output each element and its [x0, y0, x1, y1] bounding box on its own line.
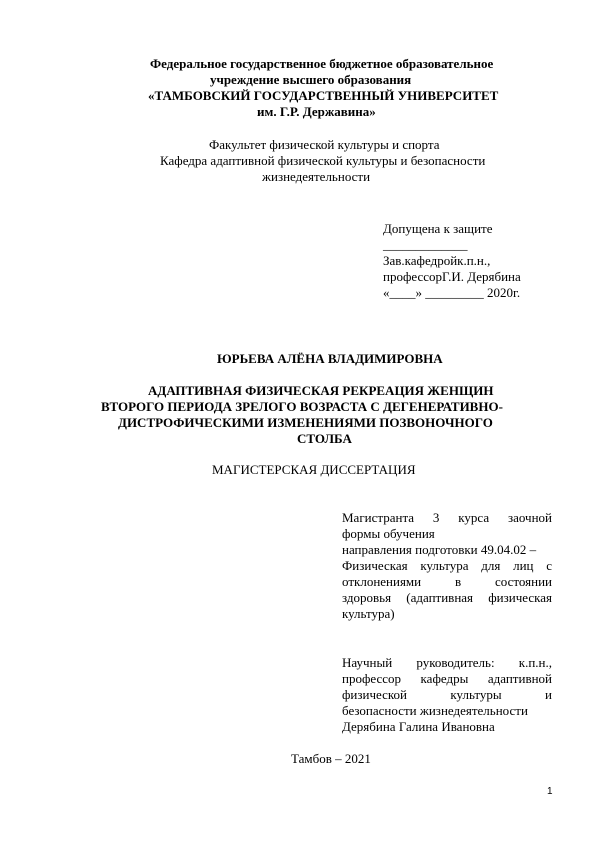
approval-signature-line: _____________: [383, 237, 468, 252]
work-type: МАГИСТЕРСКАЯ ДИССЕРТАЦИЯ: [212, 462, 416, 477]
city-year: Тамбов – 2021: [291, 751, 371, 766]
supervisor-line1: Научный руководитель: к.п.н.,: [342, 655, 552, 670]
approval-head-name: профессорГ.И. Дерябина: [383, 269, 521, 284]
student-line2: формы обучения: [342, 526, 435, 541]
supervisor-line4: безопасности жизнедеятельности: [342, 703, 528, 718]
page-number: 1: [547, 786, 553, 797]
faculty-name: Факультет физической культуры и спорта: [209, 137, 440, 152]
approval-date: «____» _________ 2020г.: [383, 285, 521, 300]
student-line6: здоровья (адаптивная физическая: [342, 590, 552, 605]
thesis-title-line2: ВТОРОГО ПЕРИОДА ЗРЕЛОГО ВОЗРАСТА С ДЕГЕНЕРАТИВНО-: [101, 399, 503, 414]
supervisor-line2: профессор кафедры адаптивной: [342, 671, 552, 686]
student-line5: отклонениями в состоянии: [342, 574, 552, 589]
approval-label: Допущена к защите: [383, 221, 493, 236]
thesis-title-line4: СТОЛБА: [297, 431, 352, 446]
thesis-title-line3: ДИСТРОФИЧЕСКИМИ ИЗМЕНЕНИЯМИ ПОЗВОНОЧНОГО: [118, 415, 493, 430]
university-name-suffix: им. Г.Р. Державина»: [257, 104, 376, 119]
department-name-cont: жизнедеятельности: [262, 169, 371, 184]
university-name: «ТАМБОВСКИЙ ГОСУДАРСТВЕННЫЙ УНИВЕРСИТЕТ: [148, 88, 499, 103]
thesis-title-line1: АДАПТИВНАЯ ФИЗИЧЕСКАЯ РЕКРЕАЦИЯ ЖЕНЩИН: [148, 383, 494, 398]
university-header-line2: учреждение высшего образования: [210, 72, 412, 87]
student-line1: Магистранта 3 курса заочной: [342, 510, 552, 525]
university-header-line1: Федеральное государственное бюджетное образовательное: [150, 56, 494, 71]
student-line7: культура): [342, 606, 395, 621]
approval-head-position: Зав.кафедройк.п.н.,: [383, 253, 491, 268]
department-name: Кафедра адаптивной физической культуры и безопасности: [160, 153, 486, 168]
supervisor-name: Дерябина Галина Ивановна: [342, 719, 495, 734]
supervisor-line3: физической культуры и: [342, 687, 552, 702]
author-name: ЮРЬЕВА АЛЁНА ВЛАДИМИРОВНА: [217, 351, 443, 366]
student-line3: направления подготовки 49.04.02 –: [342, 542, 537, 557]
student-line4: Физическая культура для лиц с: [342, 558, 552, 573]
